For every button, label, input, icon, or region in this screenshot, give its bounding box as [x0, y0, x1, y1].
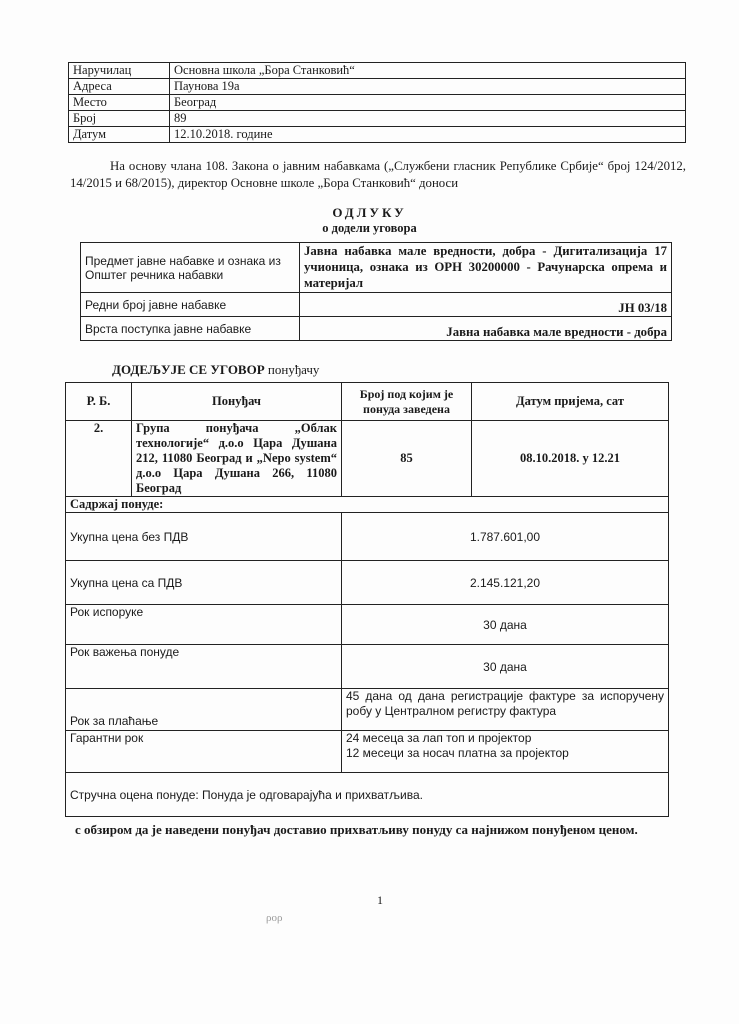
bid-item-value: 30 дана: [342, 605, 669, 645]
warranty-line-1: 24 месеца за лап топ и пројектор: [346, 731, 532, 745]
bid-table: [65, 382, 669, 817]
table-row: [69, 127, 686, 143]
info-value: Београд: [170, 95, 686, 111]
column-header-rb: Р. Б.: [66, 383, 132, 421]
award-statement-rest: понуђачу: [264, 362, 320, 377]
table-row: [66, 689, 669, 731]
bid-item-value: 45 дана од дана регистрације фактуре за испоручену робу у Централном регистру фактура: [342, 689, 669, 731]
column-header-date: Датум пријема, сат: [472, 383, 669, 421]
procurement-type-label: Врста поступка јавне набавке: [81, 317, 300, 341]
info-label: Место: [69, 95, 170, 111]
bid-rb: 2.: [66, 421, 132, 497]
bid-content-label: Садржај понуде:: [66, 497, 669, 513]
table-header-row: [66, 383, 669, 421]
info-value: 89: [170, 111, 686, 127]
bid-item-label: Гарантни рок: [66, 731, 342, 773]
procurement-number-value: ЈН 03/18: [300, 293, 672, 317]
info-label: Број: [69, 111, 170, 127]
table-row: [66, 513, 669, 561]
info-label: Наручилац: [69, 63, 170, 79]
procurement-subject-value: Јавна набавка мале вредности, добра - Дигитализација 17 учионица, ознака из ОРН 30200000 - Рачунарска опрема и материјал: [300, 243, 672, 293]
intro-paragraph: На основу члана 108. Закона о јавним набавкама („Службени гласник Републике Србије“ број 124/2012, 14/2015 и 68/2015), директор Основне школе „Бора Станковић“ доноси: [70, 159, 686, 190]
procurement-table: [80, 242, 672, 341]
table-row: [81, 293, 672, 317]
info-label: Адреса: [69, 79, 170, 95]
table-row: [69, 111, 686, 127]
info-value: Основна школа „Бора Станковић“: [170, 63, 686, 79]
bid-item-value: 30 дана: [342, 645, 669, 689]
procurement-number-label: Редни број јавне набавке: [81, 293, 300, 317]
bid-item-label: Рок испоруке: [66, 605, 342, 645]
table-row: [66, 605, 669, 645]
table-row: [66, 421, 669, 497]
closing-statement: с обзиром да је наведени понуђач доставио прихватљиву понуду са најнижом понуђеном ценом.: [75, 822, 638, 837]
award-statement-bold: ДОДЕЉУЈЕ СЕ УГОВОР: [112, 362, 265, 377]
table-row: [66, 731, 669, 773]
info-value: 12.10.2018. године: [170, 127, 686, 143]
bid-number: 85: [342, 421, 472, 497]
table-row: [69, 79, 686, 95]
column-header-number: Број под којим је понуда заведена: [342, 383, 472, 421]
bid-item-value: 2.145.121,20: [342, 561, 669, 605]
info-value: Паунова 19а: [170, 79, 686, 95]
contracting-authority-table: [68, 62, 686, 143]
bid-item-label: Укупна цена без ПДВ: [66, 513, 342, 561]
page-number: 1: [377, 893, 383, 907]
bid-item-value: [342, 731, 669, 773]
bid-assessment: Стручна оцена понуде: Понуда је одговарајућа и прихватљива.: [66, 773, 669, 817]
award-statement: [112, 362, 319, 378]
column-header-bidder: Понуђач: [132, 383, 342, 421]
table-row: [69, 95, 686, 111]
table-row: [81, 243, 672, 293]
table-row: [66, 773, 669, 817]
bid-item-label: Укупна цена са ПДВ: [66, 561, 342, 605]
info-label: Датум: [69, 127, 170, 143]
table-row: [69, 63, 686, 79]
procurement-subject-label: Предмет јавне набавке и ознака из Општег речника набавки: [81, 243, 300, 293]
document-subtitle: о додели уговора: [322, 221, 417, 235]
table-row: [66, 497, 669, 513]
faint-mark: ρορ: [266, 912, 283, 924]
bid-bidder: Група понуђача „Облак технологије“ д.о.о Цара Душана 212, 11080 Београд и „Nepo system“ д.о.о Цара Душана 266, 11080 Београд: [132, 421, 342, 497]
warranty-line-2: 12 месеци за носач платна за пројектор: [346, 746, 569, 760]
table-row: [66, 561, 669, 605]
bid-item-label: Рок важења понуде: [66, 645, 342, 689]
bid-item-label: Рок за плаћање: [66, 689, 342, 731]
procurement-type-value: Јавна набавка мале вредности - добра: [300, 317, 672, 341]
bid-item-value: 1.787.601,00: [342, 513, 669, 561]
table-row: [81, 317, 672, 341]
bid-date: 08.10.2018. у 12.21: [472, 421, 669, 497]
document-title: ОДЛУКУ: [332, 205, 407, 220]
table-row: [66, 645, 669, 689]
